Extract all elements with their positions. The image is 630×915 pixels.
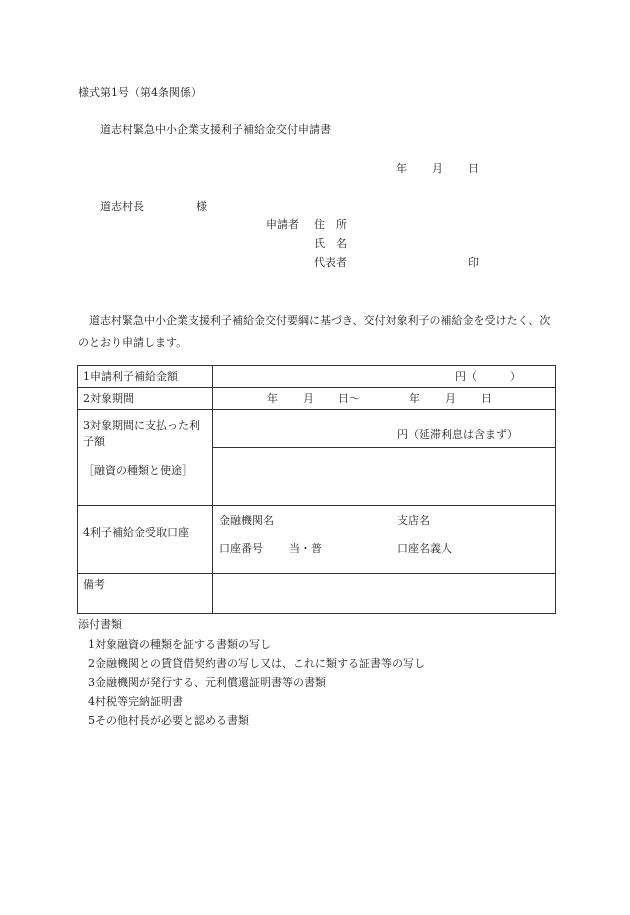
table-row-account	[78, 506, 556, 574]
account-holder-label: 口座名義人	[397, 542, 452, 555]
form-number: 様式第1号（第4条関係）	[78, 86, 202, 99]
amount-unit: 円（ ）	[455, 370, 521, 383]
period-start-day: 日〜	[338, 392, 360, 405]
period-label-cell	[78, 388, 213, 410]
interest-unit: 円（延滞利息は含まず）	[397, 428, 518, 441]
amount-value-cell[interactable]	[213, 366, 556, 388]
attachment-item: 2金融機関との賃貸借契約書の写し又は、これに類する証書等の写し	[88, 657, 425, 670]
seal-mark: 印	[468, 256, 479, 269]
address-label: 住 所	[314, 218, 347, 231]
period-start-year: 年	[267, 392, 278, 405]
loan-type-label: ［融資の種類と使途］	[83, 464, 193, 477]
period-end-day: 日	[481, 392, 492, 405]
account-value-cell[interactable]	[213, 506, 556, 574]
table-row-amount	[78, 366, 556, 388]
interest-label-cell	[78, 410, 213, 506]
date-month-label: 月	[432, 162, 443, 175]
remarks-value-cell[interactable]	[213, 574, 556, 614]
amount-label-cell	[78, 366, 213, 388]
attachment-item: 5その他村長が必要と認める書類	[88, 714, 249, 727]
form-title: 道志村緊急中小企業支援利子補給金交付申請書	[100, 123, 331, 136]
name-label: 氏 名	[314, 237, 347, 250]
table-row-remarks	[78, 574, 556, 614]
interest-label-line2: 子額	[83, 435, 105, 448]
interest-value-cell[interactable]	[213, 410, 556, 506]
account-type-options: 当・普	[289, 542, 322, 555]
period-label: 2対象期間	[83, 392, 134, 405]
amount-label: 1申請利子補給金額	[83, 370, 178, 383]
remarks-label-cell	[78, 574, 213, 614]
period-start-month: 月	[303, 392, 314, 405]
loan-type-divider	[213, 447, 555, 448]
remarks-label: 備考	[83, 578, 105, 591]
account-label: 4利子補給金受取口座	[83, 526, 189, 539]
bank-name-label: 金融機関名	[219, 514, 274, 527]
account-number-label: 口座番号	[219, 542, 263, 555]
application-statement: 道志村緊急中小企業支援利子補給金交付要綱に基づき、交付対象利子の補給金を受けたく、次のとおり申請します。	[78, 314, 551, 349]
period-end-month: 月	[445, 392, 456, 405]
date-day-label: 日	[468, 162, 479, 175]
table-row-period	[78, 388, 556, 410]
period-end-year: 年	[409, 392, 420, 405]
applicant-label: 申請者	[266, 218, 299, 231]
application-table	[77, 365, 556, 614]
period-value-cell[interactable]	[213, 388, 556, 410]
attachment-item: 4村税等完納証明書	[88, 695, 183, 708]
addressee-name: 道志村長	[100, 200, 144, 213]
attachments-heading: 添付書類	[78, 618, 122, 631]
date-year-label: 年	[396, 162, 407, 175]
interest-label-line1: 3対象期間に支払った利	[83, 419, 200, 432]
attachment-item: 1対象融資の種類を証する書類の写し	[88, 638, 271, 651]
account-label-cell	[78, 506, 213, 574]
addressee-honorific: 様	[196, 200, 207, 213]
attachment-item: 3金融機関が発行する、元利償還証明書等の書類	[88, 676, 326, 689]
representative-label: 代表者	[314, 256, 347, 269]
branch-name-label: 支店名	[397, 514, 430, 527]
table-row-interest-paid	[78, 410, 556, 506]
